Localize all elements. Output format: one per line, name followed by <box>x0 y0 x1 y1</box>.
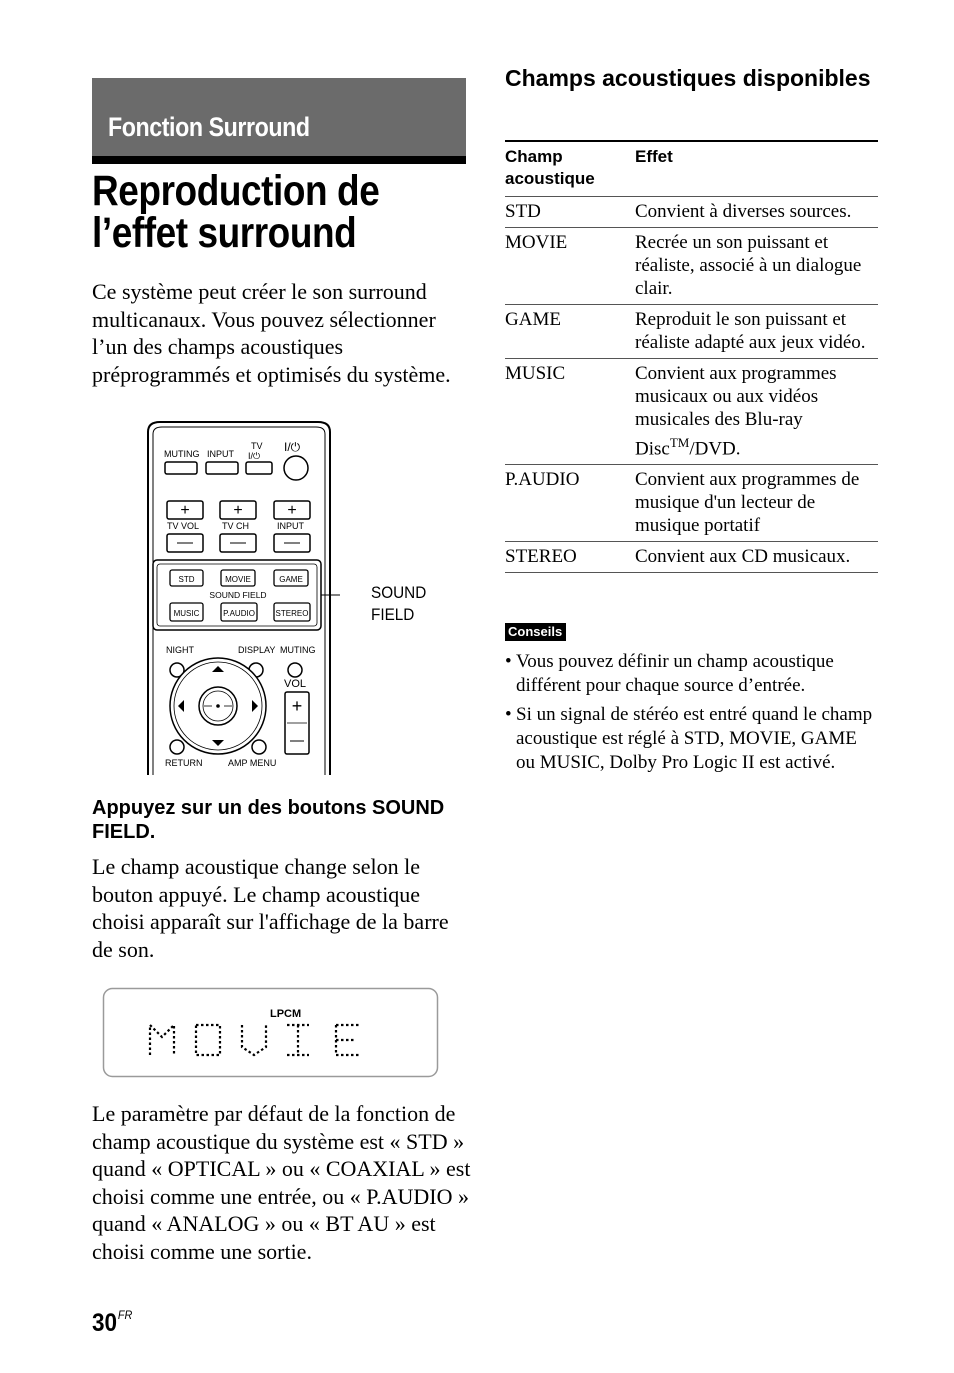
page-title: Reproduction de l’effet surround <box>92 167 380 257</box>
svg-text:MOVIE: MOVIE <box>225 575 251 584</box>
svg-text:+: + <box>233 502 243 519</box>
amp-menu-label: AMP MENU <box>228 758 277 768</box>
muting-label: MUTING <box>164 449 200 459</box>
power-label: I/⏻ <box>284 440 301 454</box>
table-row: GAME Reproduit le son puissant et réaliste adapté aux jeux vidéo. <box>505 305 878 359</box>
svg-text:MUSIC: MUSIC <box>173 609 200 618</box>
soundbar-display-illustration <box>102 987 440 1079</box>
display-label: DISPLAY <box>238 645 276 655</box>
sound-field-callout: SOUND FIELD <box>371 583 427 624</box>
tv-power-label: I/⏻ <box>248 451 261 461</box>
remote-control-illustration <box>140 418 340 778</box>
intro-paragraph: Ce système peut créer le son surround multicanaux. Vous pouvez sélectionner l’un des champs acoustiques préprogrammés et optimisés du système. <box>92 279 451 387</box>
table-row: P.AUDIO Convient aux programmes de musique d'un lecteur de musique portatif <box>505 465 878 542</box>
default-paragraph: Le paramètre par défaut de la fonction de champ acoustique du système est « STD » quand « OPTICAL » ou « COAXIAL » est choisi comme une entrée, ou « P.AUDIO » quand « ANALOG » ou « BT AU » est choisi comme une sortie. <box>92 1101 471 1264</box>
svg-text:GAME: GAME <box>279 575 303 584</box>
page-number: $30^{FR}$ <box>92 1308 133 1337</box>
table-row: MUSIC Convient aux programmes musicaux ou aux vidéos musicales des Blu-ray Disc™/DVD. <box>505 359 878 465</box>
list-item: • Vous pouvez définir un champ acoustique différent pour chaque source d’entrée. <box>505 651 834 696</box>
svg-text:+: + <box>291 696 303 716</box>
tips-list <box>505 650 880 780</box>
svg-text:+: + <box>180 502 190 519</box>
step-paragraph: Le champ acoustique change selon le bouton appuyé. Le champ acoustique choisi apparaît sur l'affichage de la barre de son. <box>92 854 449 962</box>
night-label: NIGHT <box>166 645 194 655</box>
sound-fields-table <box>505 140 878 573</box>
step-title: Appuyez sur un des boutons SOUND FIELD. <box>92 797 445 843</box>
svg-text:P.AUDIO: P.AUDIO <box>223 609 255 618</box>
power-button <box>284 456 308 480</box>
tv-power-button <box>246 462 272 474</box>
section-divider <box>92 156 466 164</box>
svg-text:STEREO: STEREO <box>275 609 309 618</box>
fields-heading: Champs acoustiques disponibles <box>505 65 871 91</box>
table-row: MOVIE Recrée un son puissant et réaliste, associé à un dialogue clair. <box>505 228 878 305</box>
section-title: Fonction Surround <box>108 112 310 142</box>
lpcm-indicator: LPCM <box>270 1008 302 1020</box>
table-header: Champ acoustique Effet <box>505 142 878 197</box>
tips-badge: Conseils <box>505 623 566 641</box>
muting-button <box>165 462 197 474</box>
table-row: STD Convient à diverses sources. <box>505 197 878 228</box>
vol-label: VOL <box>284 678 307 690</box>
tv-vol-label: TV VOL <box>167 521 200 531</box>
svg-text:+: + <box>287 502 297 519</box>
table-row: STEREO Convient aux CD musicaux. <box>505 542 878 573</box>
list-item: • Si un signal de stéréo est entré quand le champ acoustique est réglé à STD, MOVIE, GAME ou MUSIC, Dolby Pro Logic II est activé. <box>505 704 873 773</box>
svg-text:STD: STD <box>178 575 195 584</box>
display-readout-text: MOVIE <box>102 987 106 988</box>
input-pm-label: INPUT <box>277 521 304 531</box>
return-label: RETURN <box>165 758 203 768</box>
sound-field-label: SOUND FIELD <box>209 590 267 600</box>
input-label: INPUT <box>207 449 234 459</box>
tv-ch-label: TV CH <box>222 521 249 531</box>
tv-label: TV <box>251 441 263 451</box>
muting2-label: MUTING <box>280 645 316 655</box>
input-button <box>206 462 238 474</box>
